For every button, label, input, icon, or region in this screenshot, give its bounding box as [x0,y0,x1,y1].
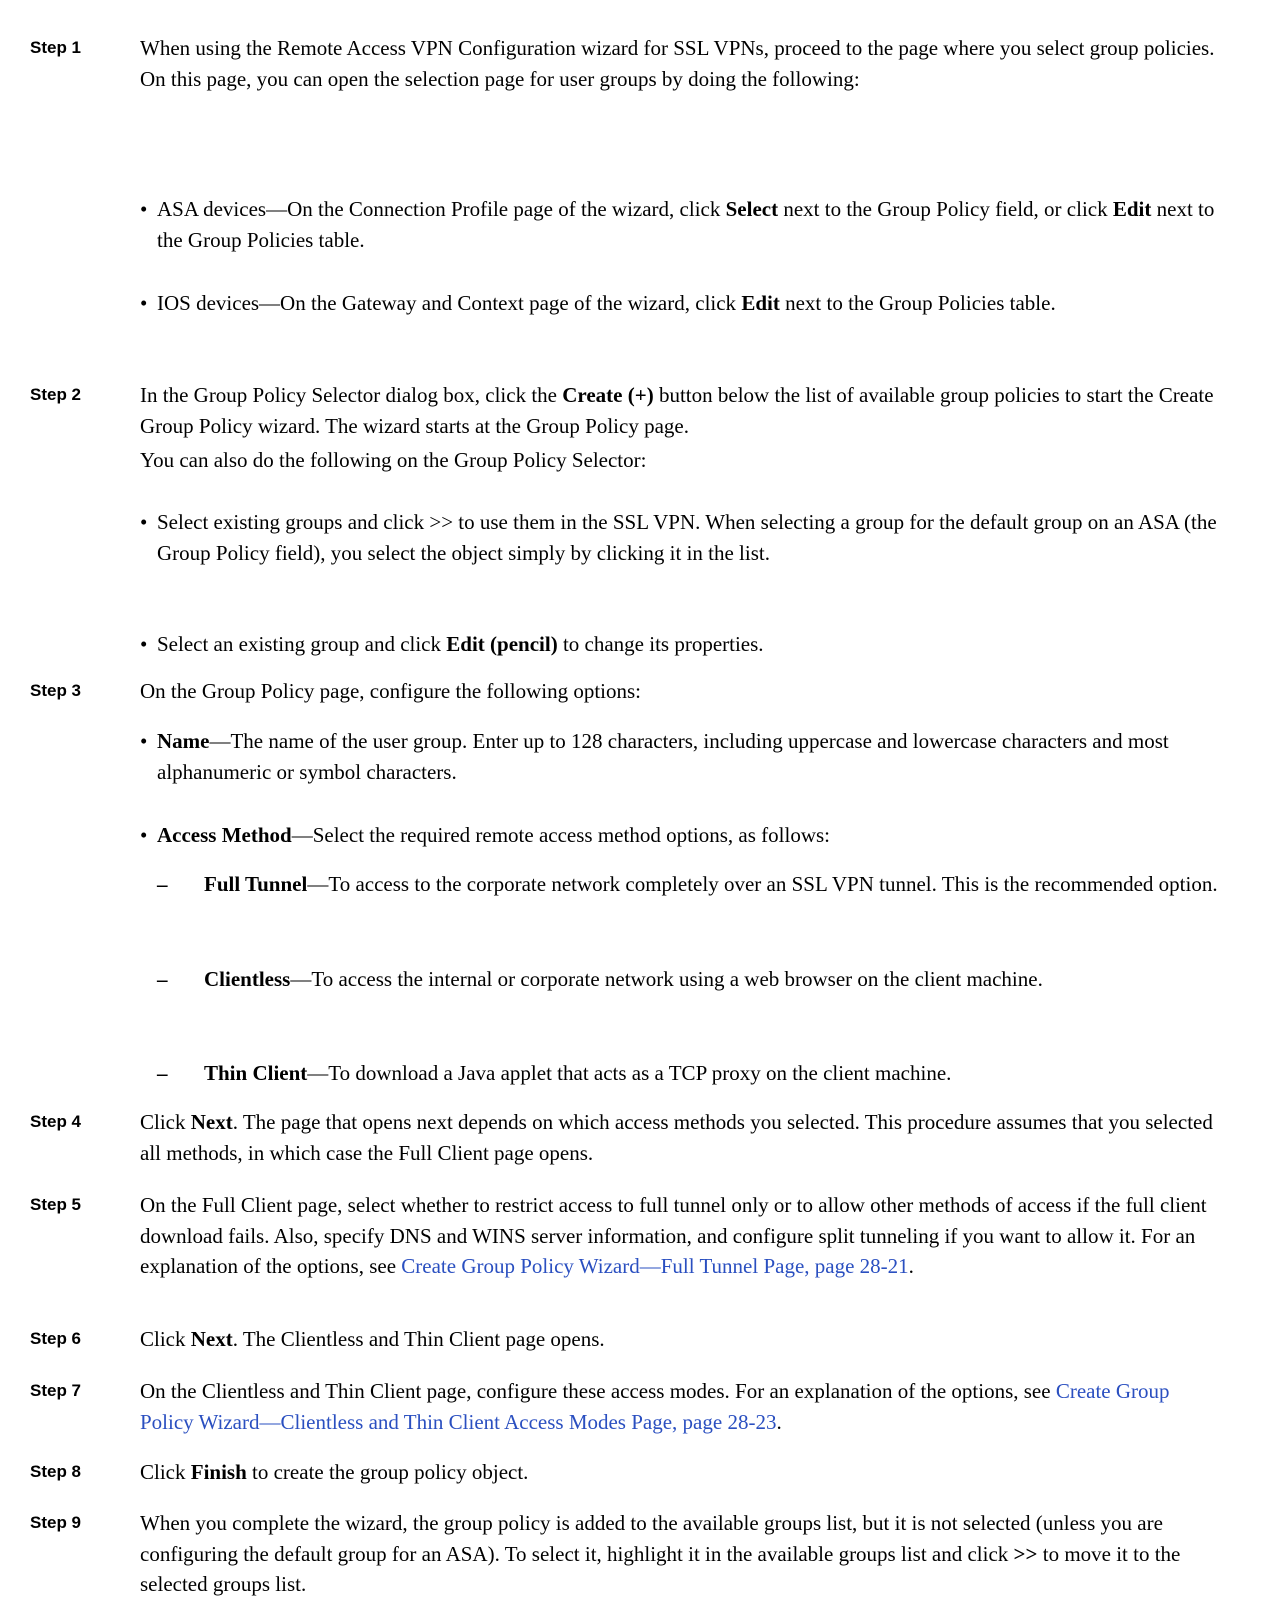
text-run: On the Group Policy page, configure the following options: [140,679,641,703]
bold-term: Edit (pencil) [446,632,558,656]
bold-term: >> [1013,1541,1038,1566]
step-text [140,1376,1225,1437]
bullet-marker: • [140,823,148,847]
text-run: to move it to the selected groups list. [140,1541,1181,1596]
bold-term: Thin Client [204,1061,308,1085]
text-run: next to the Group Policies table. [779,291,1056,315]
step-label: Step 3 [30,681,82,700]
text-run: IOS devices—On the Gateway and Context page of the wizard, click [157,291,742,315]
text-run: next to the Group Policy field, or click [778,197,1113,221]
bold-term: Next [190,1327,233,1351]
bullet-text [157,820,1225,851]
bullet-text [157,629,1225,660]
bold-term: Edit [1112,197,1152,221]
bold-term: Edit [741,291,780,315]
step-text [140,1107,1225,1168]
sub-bullet-text [204,1058,1224,1089]
step-text-continued [140,445,1225,476]
bold-term: Full Tunnel [204,872,308,896]
dash-marker: – [157,967,168,991]
sub-bullet-text [204,964,1224,995]
bold-term: Next [190,1110,233,1134]
bold-term: Clientless [204,967,291,991]
cross-reference-link[interactable]: Create Group Policy Wizard—Full Tunnel Page, page 28-21 [401,1254,909,1278]
step-label: Step 2 [30,385,82,404]
bullet-marker: • [140,291,148,315]
text-run: On the Clientless and Thin Client page, configure these access modes. For an explanation of the options, see [140,1379,1056,1403]
step-label: Step 6 [30,1329,82,1348]
bold-term: Access Method [157,823,292,847]
text-run: Select an existing group and click [157,632,447,656]
bullet-marker: • [140,197,148,221]
text-run: next to the Group Policies table. [157,197,1215,252]
step-label: Step 9 [30,1513,82,1532]
text-run: Select existing groups and click >> to use them in the SSL VPN. When selecting a group for the default group on an ASA (the Group Policy field), you select the object simply by clicking it in the list. [157,510,1217,565]
dash-marker: – [157,872,168,896]
step-text [140,676,1225,707]
text-run: —The name of the user group. Enter up to 128 characters, including uppercase and lowercase characters and most alphanumeric or symbol characters. [157,729,1169,784]
step-label: Step 8 [30,1462,82,1481]
step-label: Step 4 [30,1112,82,1131]
step-text [140,380,1225,441]
step-label: Step 7 [30,1381,82,1400]
bullet-marker: • [140,729,148,753]
text-run: . The page that opens next depends on which access methods you selected. This procedure assumes that you selected all methods, in which case the Full Client page opens. [140,1110,1213,1165]
step-text [140,33,1225,94]
text-run: to change its properties. [557,632,764,656]
bullet-text [157,288,1225,319]
cross-reference-link[interactable]: Create Group Policy Wizard—Clientless and Thin Client Access Modes Page, page 28-23 [140,1379,1170,1434]
text-run: button below the list of available group policies to start the Create Group Policy wizard. The wizard starts at the Group Policy page. [140,383,1214,438]
bold-term: Finish [190,1460,247,1484]
bullet-marker: • [140,632,148,656]
step-text [140,1190,1225,1282]
text-run: —To download a Java applet that acts as a TCP proxy on the client machine. [307,1061,952,1085]
step-text [140,1508,1225,1600]
text-run: . [776,1409,782,1434]
text-run: —Select the required remote access method options, as follows: [291,823,830,847]
text-run: to create the group policy object. [246,1460,529,1484]
bold-term: Create (+) [562,383,654,407]
text-run: . [908,1254,914,1278]
dash-marker: – [157,1061,168,1085]
step-label: Step 5 [30,1195,82,1214]
text-run: . The Clientless and Thin Client page opens. [232,1327,605,1351]
text-run: ASA devices—On the Connection Profile page of the wizard, click [157,197,726,221]
text-run: —To access the internal or corporate network using a web browser on the client machine. [290,967,1043,991]
bullet-text [157,194,1225,255]
text-run: Click [140,1460,191,1484]
step-label: Step 1 [30,38,82,57]
step-text [140,1324,1225,1355]
text-run: Click [140,1327,191,1351]
text-run: You can also do the following on the Group Policy Selector: [140,448,647,472]
text-run: When you complete the wizard, the group policy is added to the available groups list, but it is not selected (unless you are configuring the default group for an ASA). To select it, highlight it in the available groups list and click [140,1511,1163,1566]
text-run: When using the Remote Access VPN Configuration wizard for SSL VPNs, proceed to the page where you select group policies. On this page, you can open the selection page for user groups by doing the following: [140,36,1215,91]
text-run: On the Full Client page, select whether to restrict access to full tunnel only or to allow other methods of access if the full client download fails. Also, specify DNS and WINS server information, and configure split tunneling if you want to allow it. For an explanation of the options, see [140,1193,1207,1278]
bullet-text [157,507,1225,568]
text-run: Click [140,1110,191,1134]
text-run: In the Group Policy Selector dialog box, click the [140,383,563,407]
sub-bullet-text [204,869,1224,900]
step-text [140,1457,1225,1488]
bullet-text [157,726,1225,787]
text-run: —To access to the corporate network completely over an SSL VPN tunnel. This is the recommended option. [307,872,1218,896]
bold-term: Select [725,197,779,221]
bold-term: Name [157,729,210,753]
bullet-marker: • [140,510,148,534]
